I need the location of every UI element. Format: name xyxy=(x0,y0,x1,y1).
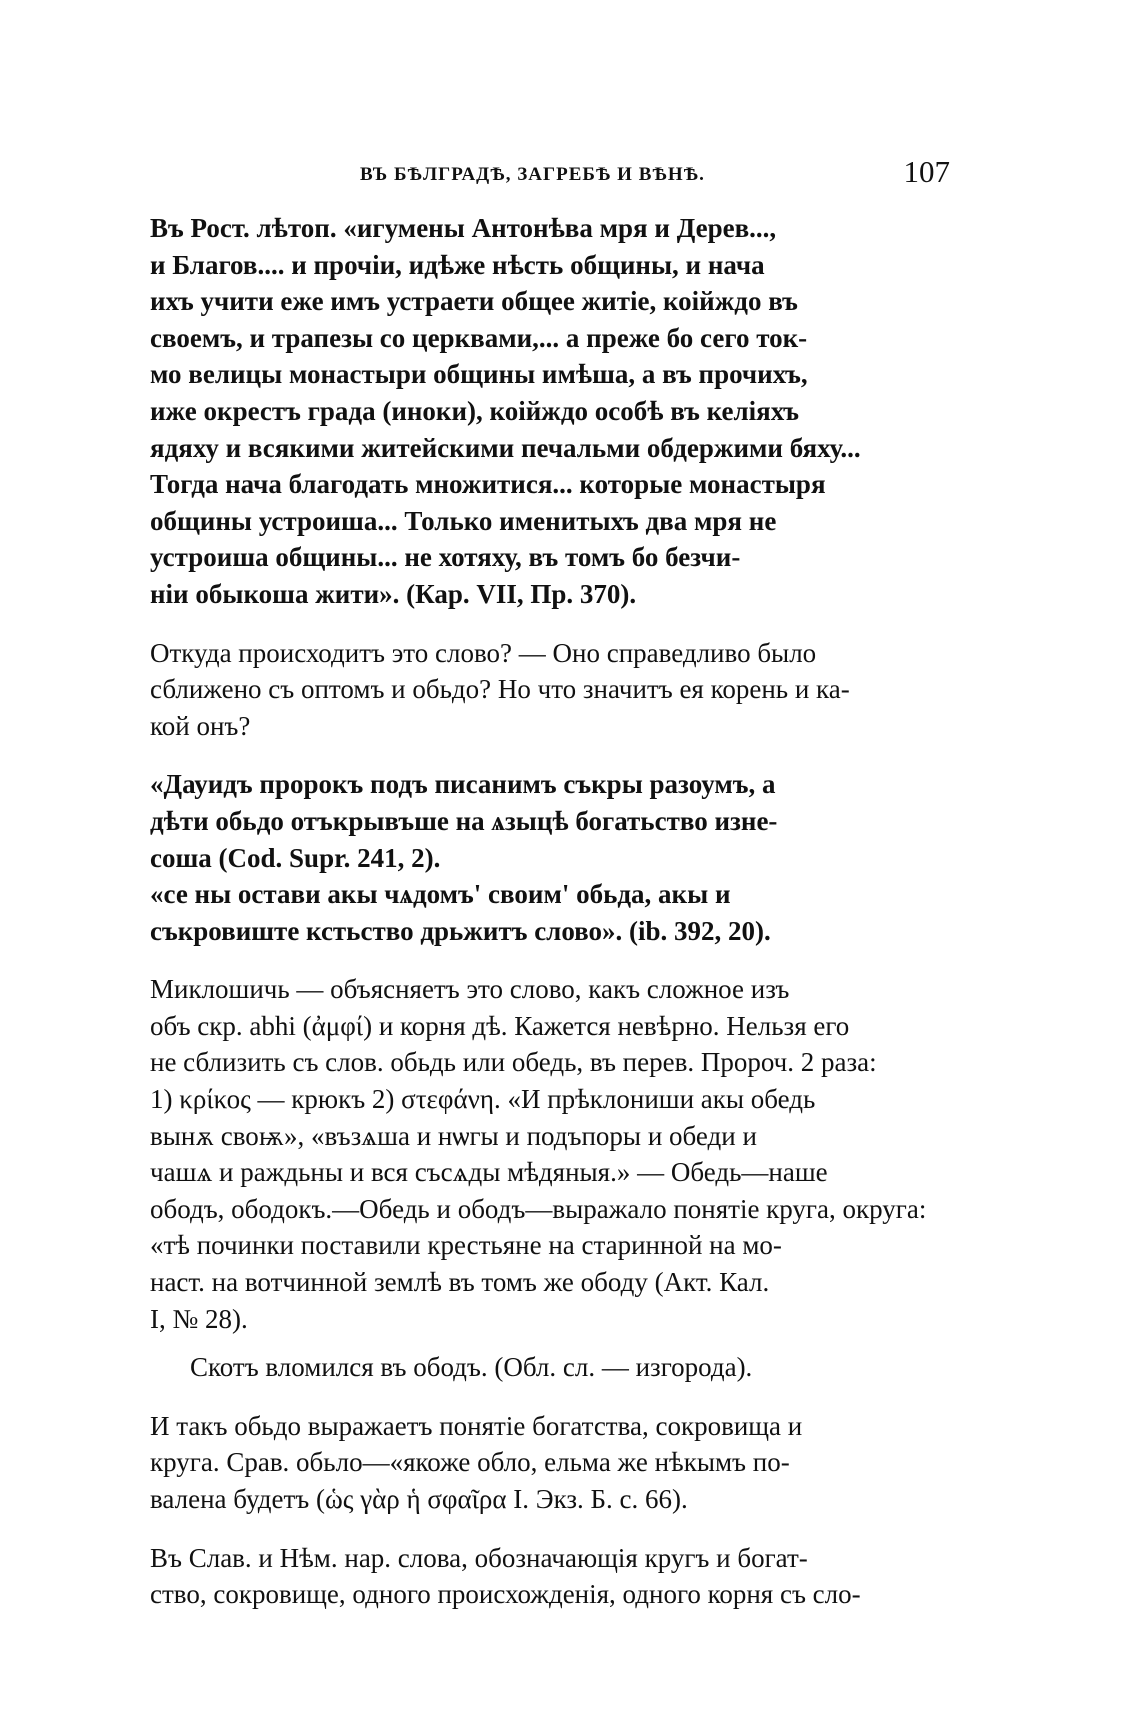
text-line: и Благов.... и прочіи, идѣже нѣсть общины, и нача xyxy=(150,249,765,280)
paragraph-gap xyxy=(150,613,950,635)
text-line: объ скр. abhi (ἀμφί) и корня дѣ. Кажется невѣрно. Нельзя его xyxy=(150,1010,850,1041)
text-line: своемъ, и трапезы со церквами,... а преже бо сего ток- xyxy=(150,322,808,353)
text-line: валена будетъ (ὡς γὰρ ἡ σφαῖρα I. Экз. Б. с. 66). xyxy=(150,1484,688,1514)
text-line: иже окрестъ града (иноки), коійждо особѣ въ келіяхъ xyxy=(150,395,799,426)
text-line: общины устроиша... Только именитыхъ два мря не xyxy=(150,505,777,536)
page-number: 107 xyxy=(903,154,950,189)
paragraph-origin-question xyxy=(150,635,950,745)
text-line: «тѣ починки поставили крестьяне на старинной на мо- xyxy=(150,1230,782,1261)
paragraph-gap xyxy=(150,949,950,971)
paragraph-gap xyxy=(150,1518,950,1540)
text-line: кой онъ? xyxy=(150,710,251,741)
text-line: чашѧ и раждьны и вся съсѧды мѣдяныя.» — Обедь—наше xyxy=(150,1157,828,1188)
text-line: Скотъ вломился въ ободъ. (Обл. сл. — изгорода). xyxy=(190,1352,753,1383)
text-line: ихъ учити еже имъ устраети общее житіе, коійждо въ xyxy=(150,286,798,317)
text-line: дѣти обьдо отъкрывъше на ѧзыцѣ богатьство изне- xyxy=(150,805,778,836)
paragraph-conclusion xyxy=(150,1408,950,1518)
text-line: соша (Cod. Supr. 241, 2). xyxy=(150,842,441,873)
text-line: круга. Срав. обьло—«якоже обло, ельма же нѣкымъ по- xyxy=(150,1447,790,1478)
text-line: I, № 28). xyxy=(150,1303,248,1334)
text-line: Откуда происходитъ это слово? — Оно справедливо было xyxy=(150,637,817,668)
paragraph-slavic-german xyxy=(150,1540,950,1613)
text-line: вынѫ своѭ», «възѧша и нѡгы и подъпоры и обеди и xyxy=(150,1120,757,1151)
text-line: Въ Рост. лѣтоп. «игумены Антонѣва мря и Дерев..., xyxy=(150,213,777,243)
text-line: Миклошичь — объясняетъ это слово, какъ сложное изъ xyxy=(150,974,790,1005)
text-line: «Дауидъ пророкъ подъ писанимъ съкры разоумъ, а xyxy=(150,769,776,800)
text-line: 1) κρίκος — крюкъ 2) στεφάνη. «И прѣклониши акы обедь xyxy=(150,1084,816,1115)
text-line: ядяху и всякими житейскими печальми обдержими бяху... xyxy=(150,432,861,463)
text-line: устроиша общины... не хотяху, въ томъ бо безчи- xyxy=(150,542,741,573)
paragraph-codex-quotes xyxy=(150,766,950,949)
text-line: «се ны остави акы чѧдомъ' своим' обьда, акы и xyxy=(150,879,731,910)
running-head: ВЪ БѢЛГРАДѢ, ЗАГРЕБѢ И ВѢНѢ. xyxy=(360,164,705,185)
paragraph-gap xyxy=(150,1337,950,1349)
text-line: ободъ, ободокъ.—Обедь и ободъ—выражало понятіе круга, округа: xyxy=(150,1193,927,1224)
paragraph-gap xyxy=(150,744,950,766)
text-line: ніи обыкоша жити». (Кар. VII, Пр. 370). xyxy=(150,578,637,609)
text-line: наст. на вотчинной землѣ въ томъ же ободу (Акт. Кал. xyxy=(150,1267,770,1298)
text-line: съкровиште кстьство дрьжитъ слово». (ib. 392, 20). xyxy=(150,915,771,946)
text-line: Тогда нача благодать множитися... которые монастыря xyxy=(150,469,826,500)
text-line: Въ Слав. и Нѣм. нар. слова, обозначающія кругъ и богат- xyxy=(150,1542,808,1573)
body-text xyxy=(150,210,950,1613)
text-line: мо велицы монастыри общины имѣша, а въ прочихъ, xyxy=(150,359,808,390)
paragraph-gap xyxy=(150,1386,950,1408)
paragraph-chronicle-quote xyxy=(150,210,950,613)
paragraph-miklosich xyxy=(150,971,950,1386)
text-line: ство, сокровище, одного происхожденія, одного корня съ сло- xyxy=(150,1579,861,1610)
text-line: И такъ обьдо выражаетъ понятіе богатства, сокровища и xyxy=(150,1410,803,1441)
text-line: сближено съ оптомъ и обьдо? Но что значитъ ея корень и ка- xyxy=(150,674,850,705)
text-line: не сблизить съ слов. обьдь или обедь, въ перев. Пророч. 2 раза: xyxy=(150,1047,877,1078)
page-header xyxy=(150,154,950,200)
